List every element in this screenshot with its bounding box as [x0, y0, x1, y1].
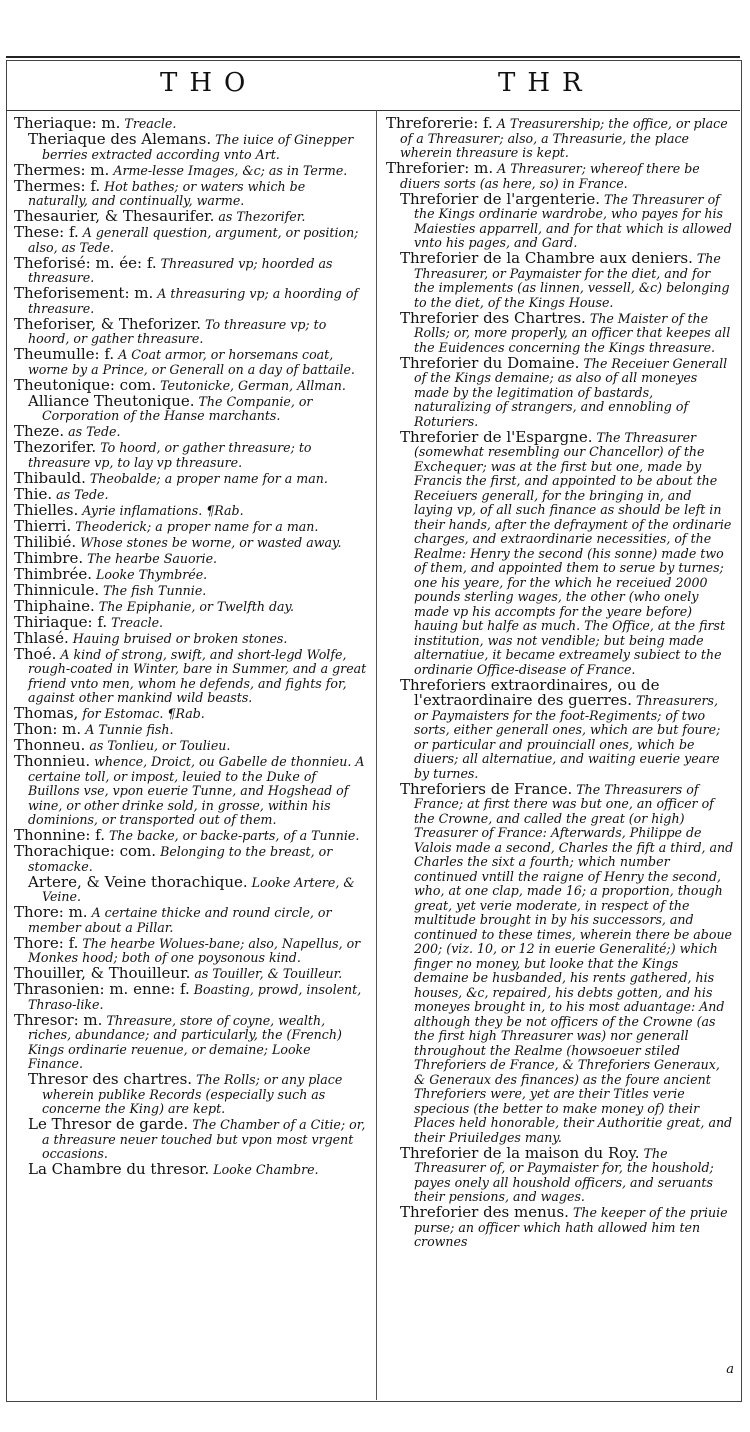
entry-headword: Theumulle: f.	[14, 345, 115, 363]
entry-headword: Thilibié.	[14, 532, 77, 551]
entry-definition: Looke Thymbrée.	[96, 566, 208, 582]
entry-definition: Hot bathes; or waters which be naturally, and continually, warme.	[28, 178, 306, 208]
entry-headword: Alliance Theutonique.	[28, 391, 195, 410]
entry-headword: Theze.	[14, 422, 65, 440]
entry-headword: Thielles.	[14, 500, 79, 519]
left-column	[14, 116, 368, 1178]
entry-headword: Threforier des Chartres.	[400, 308, 586, 327]
dictionary-entry	[386, 161, 734, 191]
entry-definition: whence, Droict, ou Gabelle de thonnieu. A certaine toll, or impost, leuied to the Duke of Buillons vse, vpon euerie Tunne, and Hogshead of wine, or other drinke sold, in grosse, within his dominions, or transported out of them.	[28, 754, 365, 827]
right-column	[386, 116, 734, 1250]
dictionary-entry	[386, 189, 734, 251]
dictionary-entry	[386, 675, 734, 782]
entry-definition: Belonging to the breast, or stomacke.	[28, 844, 333, 874]
dictionary-entry	[14, 225, 368, 255]
dictionary-entry	[14, 253, 368, 286]
entry-headword: Artere, & Veine thorachique.	[28, 872, 248, 891]
dictionary-entry	[14, 628, 368, 647]
entry-headword: Threforerie: f.	[386, 114, 493, 132]
entry-definition: The iuice of Ginepper berries extracted according vnto Art.	[42, 132, 354, 162]
dictionary-entry	[386, 1205, 734, 1250]
entry-headword: Thermes: m.	[14, 160, 110, 179]
entry-headword: Thore: m.	[14, 903, 88, 921]
dictionary-entry	[386, 779, 734, 1146]
entry-headword: Thore: f.	[14, 933, 79, 952]
entry-headword: Thresor des chartres.	[28, 1070, 193, 1088]
entry-definition: The Threasurer of the Kings ordinarie wardrobe, who payes for his Maiesties apparrell, and for that which is allowed vnto his pages, and Gard.	[414, 191, 732, 250]
entry-headword: Threforier de l'argenterie.	[400, 189, 601, 208]
entry-definition: A Coat armor, or horsemans coat, worne by a Prince, or Generall on a day of battaile.	[28, 347, 355, 377]
entry-definition: The hearbe Wolues-bane; also, Napellus, or Monkes hood; both of one poysonous kind.	[28, 935, 361, 965]
dictionary-entry	[386, 1143, 734, 1205]
entry-definition: A kind of strong, swift, and short-legd Wolfe, rough-coated in Winter, bare in Summer, and a great friend vnto men, whom he defends, and fights for, against other mankind wild beasts.	[28, 646, 367, 705]
entry-headword: Thrasonien: m. enne: f.	[14, 980, 190, 998]
entry-definition: The Receiuer Generall of the Kings demaine; as also of all moneyes made by the legitimation of bastards, naturalizing of strangers, and ennobling of Roturiers.	[414, 355, 728, 429]
entry-headword: Thoé.	[14, 644, 57, 663]
entry-definition: The Epiphanie, or Twelfth day.	[98, 598, 294, 614]
entry-definition: Hauing bruised or broken stones.	[72, 630, 288, 646]
entry-definition: as Tonlieu, or Toulieu.	[89, 738, 231, 753]
entry-headword: Threforier de la Chambre aux deniers.	[400, 249, 693, 267]
entry-definition: The Threasurers of France; at first there was but one, an officer of the Crowne, and called the great (or high) Treasurer of France: Afterwards, Philippe de Valois made a second, Charles the fift a third, and Charles the sixt a fourth; which number continued vntill the raigne of Henry the second, who, at one clap, made 16; a proportion, though great, yet verie moderate, in respect of the multitude brought in by his successors, and continued to these times, wherein there be aboue 200; (viz. 10, or 12 in euerie Generalité;) which finger no money, but looke that the Kings demaine be husbanded, his rents gathered, his houses, &c, repaired, his debts gotten, and his moneyes brought in, to his most aduantage: And although they be not officers of the Crowne (as the first high Threasurer was) nor generall throughout the Realme (howsoeuer stiled Threforiers de France, & Threforiers Generaux, & Generaux des finances) as the foure ancient Threforiers were, yet are their Titles verie specious (the better to make money of) their Places held honorable, their Authoritie great, and their Priuiledges many.	[414, 781, 734, 1145]
entry-definition: The Maister of the Rolls; or, more properly, an officer that keepes all the Euidences concerning the Kings threasure.	[414, 310, 731, 355]
entry-headword: Thomas,	[14, 704, 79, 722]
dictionary-entry	[14, 754, 368, 828]
entry-headword: Thezorifer.	[14, 438, 97, 456]
dictionary-entry	[14, 286, 368, 316]
dictionary-entry	[14, 905, 368, 935]
dictionary-entry	[14, 391, 368, 424]
dictionary-entry	[14, 982, 368, 1012]
entry-definition: Whose stones be worne, or wasted away.	[80, 534, 342, 550]
entry-headword: Threforier de la maison du Roy.	[400, 1143, 640, 1162]
entry-headword: Thermes: f.	[14, 176, 101, 195]
entry-headword: Theforiser, & Theforizer.	[14, 314, 202, 333]
dictionary-entry	[14, 314, 368, 347]
entry-definition: To threasure vp; to hoord, or gather threasure.	[28, 316, 327, 346]
entry-headword: Thie.	[14, 484, 53, 503]
entry-definition: A threasuring vp; a hoording of threasure.	[28, 286, 359, 316]
dictionary-entry	[14, 644, 368, 706]
entry-headword: Theforisement: m.	[14, 284, 154, 302]
entry-definition: To hoord, or gather threasure; to threasure vp, to lay vp threasure.	[28, 440, 312, 470]
entry-definition: Boasting, prowd, insolent, Thraso-like.	[28, 982, 362, 1012]
entry-headword: Thon: m.	[14, 720, 82, 738]
entry-definition: The Threasurer of, or Paymaister for, the houshold; payes onely all houshold officers, and seruants their pensions, and wages.	[414, 1145, 714, 1204]
top-border	[6, 56, 740, 58]
entry-definition: The Rolls; or any place wherein publike Records (especially such as concerne the King) are kept.	[42, 1072, 343, 1116]
dictionary-entry	[386, 353, 734, 430]
entry-definition: The backe, or backe-parts, of a Tunnie.	[108, 828, 360, 843]
entry-headword: Threforiers de France.	[400, 779, 573, 798]
entry-definition: A Threasurer; whereof there be diuers sorts (as here, so) in France.	[400, 161, 700, 191]
entry-headword: Thresor: m.	[14, 1010, 103, 1029]
entry-headword: Thonnine: f.	[14, 826, 105, 844]
entry-definition: Treacle.	[124, 116, 177, 131]
entry-definition: Looke Artere, & Veine.	[42, 874, 355, 904]
entry-headword: Threforier des menus.	[400, 1203, 569, 1221]
entry-definition: The keeper of the priuie purse; an officer which hath allowed him ten crownes	[414, 1205, 728, 1249]
entry-definition: The Chamber of a Citie; or, a threasure neuer touched but vpon most vrgent occasions.	[42, 1117, 366, 1161]
entry-definition: The Companie, or Corporation of the Hanse marchants.	[42, 393, 313, 423]
entry-definition: Threasurers, or Paymaisters for the foot-Regiments; of two sorts, either generall ones, which are but foure; or particular and prouinciall ones, which be diuers; all alternatiue, and waiting euerie yeare by turnes.	[414, 693, 721, 781]
dictionary-entry	[386, 116, 734, 161]
entry-definition: for Estomac. ¶Rab.	[82, 706, 205, 721]
entry-definition: as Touiller, & Touilleur.	[194, 966, 343, 981]
dictionary-entry	[386, 251, 734, 310]
dictionary-entry	[14, 176, 368, 209]
entry-definition: A certaine thicke and round circle, or member about a Pillar.	[28, 905, 332, 935]
entry-headword: Thesaurier, & Thesaurifer.	[14, 207, 215, 225]
entry-headword: Thiriaque: f.	[14, 612, 108, 631]
entry-definition: Looke Chambre.	[213, 1162, 319, 1177]
dictionary-entry	[14, 1117, 368, 1162]
entry-headword: Thibauld.	[14, 468, 86, 487]
dictionary-entry	[14, 468, 368, 487]
entry-headword: Thiphaine.	[14, 596, 95, 615]
entry-definition: Threasured vp; hoorded as threasure.	[28, 255, 333, 285]
dictionary-entry	[14, 1010, 368, 1072]
entry-headword: Thorachique: com.	[14, 842, 157, 860]
entry-headword: Threforier: m.	[386, 159, 494, 177]
entry-headword: Theutonique: com.	[14, 375, 157, 394]
entry-headword: Thierri.	[14, 516, 72, 535]
entry-definition: A Treasurership; the office, or place of a Threasurer; also, a Threasurie, the place wherein threasure is kept.	[400, 116, 728, 160]
entry-headword: Theriaque des Alemans.	[28, 130, 212, 148]
entry-headword: La Chambre du thresor.	[28, 1160, 210, 1178]
entry-headword: Thimbrée.	[14, 564, 92, 583]
dictionary-entry	[14, 933, 368, 966]
entry-definition: Arme-lesse Images, &c; as in Terme.	[113, 162, 348, 178]
entry-definition: The Threasurer, or Paymaister for the diet, and for the implements (as linnen, vessell, &c) belonging to the diet, of the Kings House.	[414, 251, 730, 310]
entry-headword: Threforiers extraordinaires, ou de l'extraordinaire des guerres.	[400, 675, 660, 709]
entry-headword: Theforisé: m. ée: f.	[14, 253, 157, 272]
entry-definition: Theoderick; a proper name for a man.	[75, 518, 319, 534]
entry-headword: Thonneu.	[14, 736, 86, 754]
dictionary-entry	[14, 347, 368, 377]
entry-headword: Thinnicule.	[14, 580, 100, 599]
dictionary-entry	[386, 308, 734, 356]
entry-headword: Thimbre.	[14, 548, 84, 567]
entry-definition: A Tunnie fish.	[85, 722, 174, 737]
dictionary-entry	[14, 1072, 368, 1117]
header-rule	[6, 110, 740, 111]
entry-definition: as Tede.	[56, 486, 109, 502]
column-divider	[376, 110, 377, 1400]
running-head-right: THR	[498, 68, 594, 98]
entry-definition: Threasure, store of coyne, wealth, riches, abundance; and particularly, the (French) Kings ordinarie reuenue, or demaine; Looke Finance.	[28, 1012, 342, 1071]
dictionary-entry	[14, 872, 368, 905]
entry-headword: Thouiller, & Thouilleur.	[14, 964, 191, 982]
entry-headword: Threforier de l'Espargne.	[400, 427, 593, 446]
dictionary-entry	[14, 132, 368, 162]
entry-definition: The Threasurer (somewhat resembling our Chancellor) of the Exchequer; was at the first but one, made by Francis the first, and appointed to be about the Receiuers generall, for the bringing in, and laying vp, of all such finance as should be left in their hands, after the defrayment of the ordinarie charges, and extraordinarie necessities, of the Realme: Henry the second (his sonne) made two of them, and appointed them to serue by turnes; one his yeare, for the which he receiued 2000 pounds sterling wages, the other (who onely made vp his accompts for the yeare before) hauing but halfe as much. The Office, at the first institution, was not vendible; but being made alternatiue, it became extreamely subiect to the ordinarie Office-disease of France.	[414, 429, 732, 677]
entry-definition: as Tede.	[68, 424, 121, 439]
dictionary-entry	[14, 844, 368, 874]
entry-definition: Ayrie inflamations. ¶Rab.	[82, 502, 244, 518]
entry-headword: Thlasé.	[14, 628, 69, 647]
entry-headword: Thonnieu.	[14, 752, 91, 770]
entry-headword: Le Thresor de garde.	[28, 1115, 189, 1133]
entry-headword: Theriaque: m.	[14, 114, 121, 132]
dictionary-entry	[14, 440, 368, 470]
dictionary-entry	[386, 427, 734, 678]
entry-headword: These: f.	[14, 223, 79, 241]
entry-definition: Theobalde; a proper name for a man.	[89, 470, 328, 486]
running-head-left: THO	[160, 68, 258, 98]
entry-headword: Threforier du Domaine.	[400, 353, 580, 372]
catchword: a	[726, 1362, 734, 1377]
entry-definition: The fish Tunnie.	[103, 582, 207, 598]
entry-definition: Treacle.	[111, 614, 164, 630]
entry-definition: The hearbe Sauorie.	[87, 550, 218, 566]
entry-definition: A generall question, argument, or position; also, as Tede.	[28, 225, 359, 255]
entry-definition: Teutonicke, German, Allman.	[160, 377, 346, 393]
dictionary-entry	[14, 1162, 368, 1178]
entry-definition: as Thezorifer.	[218, 209, 306, 224]
